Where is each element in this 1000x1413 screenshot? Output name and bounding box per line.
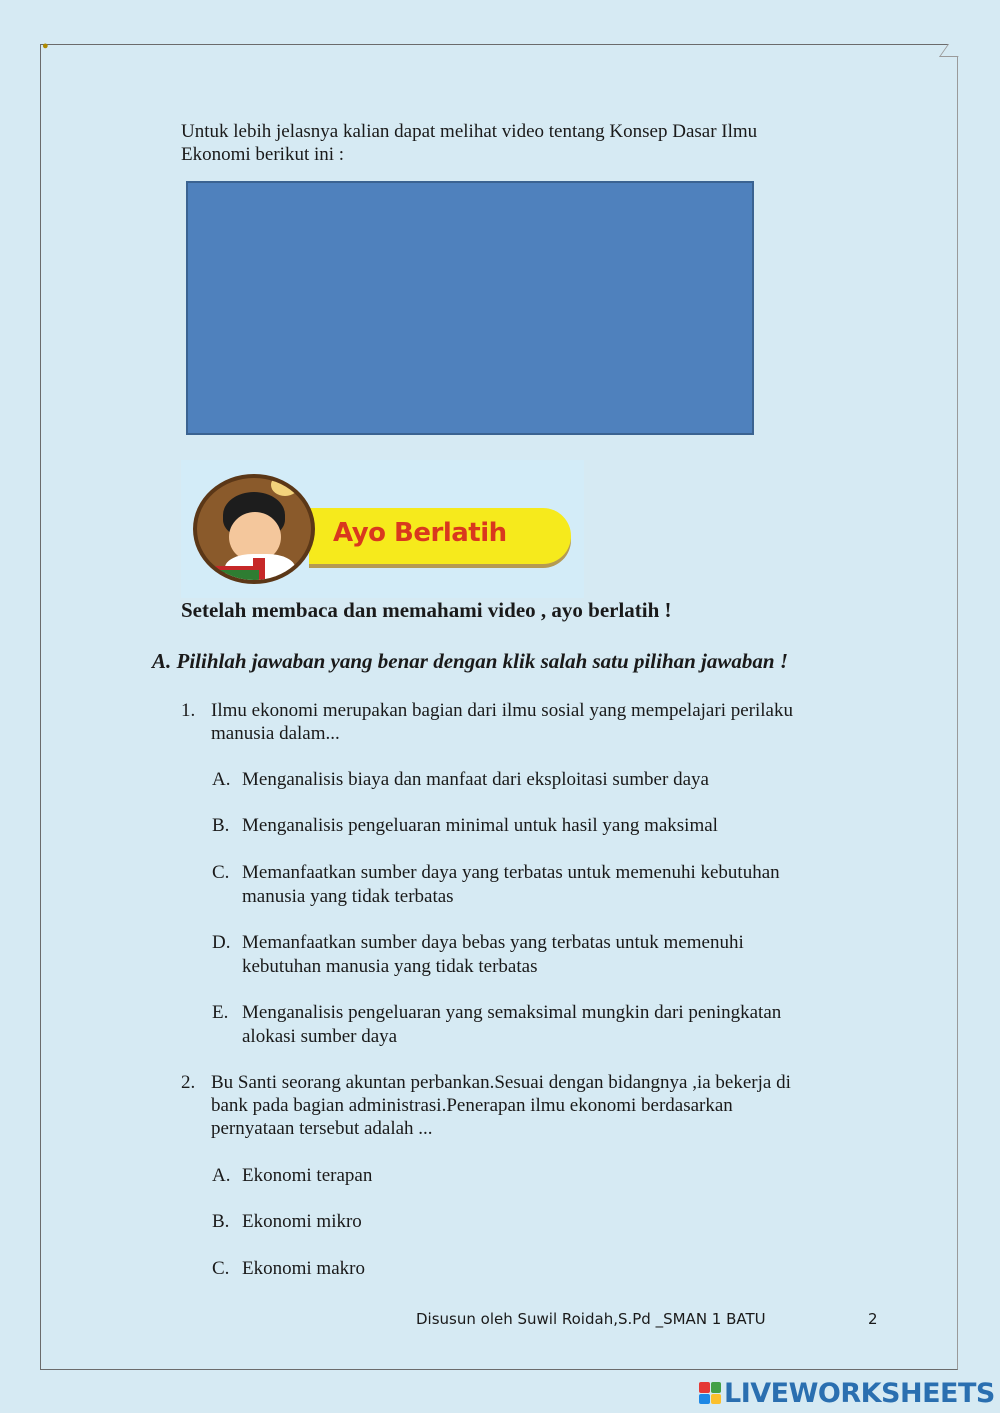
option-letter: A. xyxy=(212,769,231,790)
option-letter: C. xyxy=(212,862,230,883)
section-title: A. Pilihlah jawaban yang benar dengan klik salah satu pilihan jawaban ! xyxy=(152,649,788,673)
option-text: alokasi sumber daya xyxy=(242,1025,398,1047)
option-1b[interactable] xyxy=(212,814,852,838)
intro-line-2: Ekonomi berikut ini : xyxy=(181,144,345,165)
option-text: Ekonomi mikro xyxy=(242,1211,362,1232)
video-placeholder[interactable] xyxy=(186,181,754,435)
option-1e[interactable] xyxy=(212,1001,852,1048)
option-2b[interactable] xyxy=(212,1210,852,1234)
option-1d[interactable] xyxy=(212,931,852,978)
liveworksheets-logo-icon xyxy=(699,1382,721,1404)
option-letter: B. xyxy=(212,1211,230,1232)
question-text: Bu Santi seorang akuntan perbankan.Sesuai dengan bidangnya ,ia bekerja di xyxy=(211,1072,791,1093)
intro-text xyxy=(181,120,881,166)
page-number: 2 xyxy=(868,1310,878,1328)
option-2c[interactable] xyxy=(212,1257,852,1281)
ayo-berlatih-banner xyxy=(181,460,584,598)
pin-icon: ● xyxy=(42,40,49,52)
option-letter: D. xyxy=(212,932,231,953)
question-number: 2. xyxy=(181,1072,196,1093)
option-letter: E. xyxy=(212,1002,229,1023)
option-text: Memanfaatkan sumber daya yang terbatas untuk memenuhi kebutuhan xyxy=(242,862,780,883)
footer-author: Disusun oleh Suwil Roidah,S.Pd _SMAN 1 BATU xyxy=(416,1310,766,1328)
question-1 xyxy=(181,699,871,745)
option-text: Memanfaatkan sumber daya bebas yang terbatas untuk memenuhi xyxy=(242,932,744,953)
option-text: kebutuhan manusia yang tidak terbatas xyxy=(242,955,538,977)
option-letter: B. xyxy=(212,815,230,836)
option-2a[interactable] xyxy=(212,1164,852,1188)
exercise-heading: Setelah membaca dan memahami video , ayo berlatih ! xyxy=(181,598,672,622)
option-text: Menganalisis pengeluaran minimal untuk hasil yang maksimal xyxy=(242,815,718,836)
option-text: Ekonomi makro xyxy=(242,1258,365,1279)
question-text: Ilmu ekonomi merupakan bagian dari ilmu sosial yang mempelajari perilaku xyxy=(211,700,793,721)
option-text: Menganalisis biaya dan manfaat dari eksploitasi sumber daya xyxy=(242,769,709,790)
liveworksheets-logo[interactable] xyxy=(699,1378,995,1408)
option-text: Menganalisis pengeluaran yang semaksimal mungkin dari peningkatan xyxy=(242,1002,782,1023)
option-1a[interactable] xyxy=(212,768,852,792)
option-text: manusia yang tidak terbatas xyxy=(242,885,454,907)
option-letter: C. xyxy=(212,1258,230,1279)
option-text: Ekonomi terapan xyxy=(242,1165,373,1186)
student-illustration-icon xyxy=(193,474,315,584)
question-number: 1. xyxy=(181,700,196,721)
page-fold-corner xyxy=(939,44,967,57)
question-text: manusia dalam... xyxy=(211,723,340,744)
brand-name: LIVEWORKSHEETS xyxy=(724,1377,995,1409)
intro-line-1: Untuk lebih jelasnya kalian dapat melihat video tentang Konsep Dasar Ilmu xyxy=(181,121,758,142)
banner-label: Ayo Berlatih xyxy=(333,518,507,548)
option-letter: A. xyxy=(212,1165,231,1186)
question-text: bank pada bagian administrasi.Penerapan ilmu ekonomi berdasarkan xyxy=(211,1095,733,1116)
question-2 xyxy=(181,1071,871,1140)
question-text: pernyataan tersebut adalah ... xyxy=(211,1118,433,1139)
option-1c[interactable] xyxy=(212,861,852,908)
